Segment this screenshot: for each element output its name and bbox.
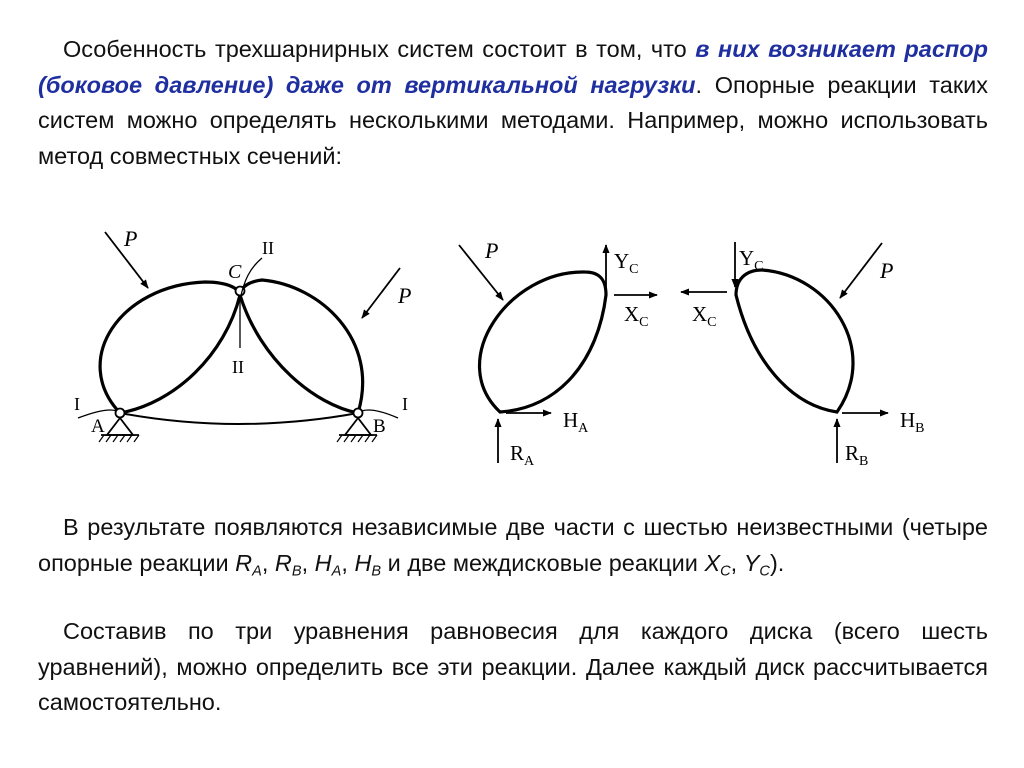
label-p-right: P: [398, 283, 412, 308]
right-disk-free-body: [681, 242, 925, 469]
label-section-ii-top: II: [262, 238, 274, 258]
label-xc: $X_C$: [692, 302, 717, 330]
intro-highlight: в них возникает распор (боковое давление) даже от вертикальной нагрузки: [38, 36, 988, 98]
label-xc: $X_C$: [624, 302, 649, 330]
result-text-2: и две междисковые реакции: [381, 549, 705, 576]
label-hb: $H_B$: [900, 408, 925, 436]
result-text-1: В результате появляются независимые две части с шестью неизвестными (четыре опорные реакции: [38, 514, 988, 576]
label-section-ii-bottom: II: [232, 357, 244, 377]
symbol-ha: $H_A$: [314, 549, 342, 579]
result-separator: ,: [730, 549, 744, 576]
label-support-a: A: [91, 416, 105, 437]
symbol-hb: $H_B$: [354, 549, 382, 579]
left-disk-outline: [100, 282, 240, 413]
label-yc: $Y_C$: [739, 246, 764, 274]
label-p-left: P: [124, 226, 138, 251]
label-p: P: [880, 258, 894, 283]
full-system-diagram: [74, 226, 411, 442]
tie-line: [120, 413, 358, 424]
right-disk-outline: [240, 280, 363, 413]
label-p: P: [485, 238, 499, 263]
symbol-xc: $X_C$: [704, 549, 731, 579]
intro-paragraph: [38, 32, 988, 174]
load-p-arrow: [840, 243, 882, 298]
label-section-i-right: I: [402, 394, 408, 414]
conclusion-paragraph: Составив по три уравнения равновесия для каждого диска (всего шесть уравнений), можно определить все эти реакции. Далее каждый диск рассчитывается самостоятельно.: [38, 618, 988, 715]
label-yc: $Y_C$: [614, 249, 639, 277]
intro-text-before: Особенность трехшарнирных систем состоит в том, что: [63, 36, 696, 62]
symbol-yc: $Y_C$: [743, 549, 770, 579]
symbol-rb: $R_B$: [274, 549, 302, 579]
three-hinged-arch-figure: [0, 220, 1024, 480]
label-support-b: B: [373, 416, 386, 437]
label-hinge-c: C: [228, 261, 242, 283]
load-p-right-arrow: [362, 268, 400, 318]
right-disk-body-outline: [736, 270, 853, 412]
label-ha: $H_A$: [563, 408, 589, 436]
label-rb: $R_B$: [845, 441, 869, 469]
symbol-ra: $R_A$: [235, 549, 262, 579]
result-paragraph: В результате появляются независимые две части с шестью неизвестными (четыре опорные реакции $R_A$, $R_B$, $H_A$, $H_B$ и две междисковые реакции $X_C$, $Y_C$).: [38, 514, 988, 579]
support-a-icon: [99, 409, 139, 443]
intro-text-after: . Опорные реакции таких систем можно определять несколькими методами. Например, можно использовать метод совместных сечений:: [38, 71, 988, 169]
label-section-i-left: I: [74, 394, 80, 414]
label-ra: $R_A$: [510, 441, 535, 469]
result-text-3: ).: [769, 549, 785, 576]
left-disk-free-body: [459, 238, 657, 469]
support-b-icon: [337, 409, 377, 443]
